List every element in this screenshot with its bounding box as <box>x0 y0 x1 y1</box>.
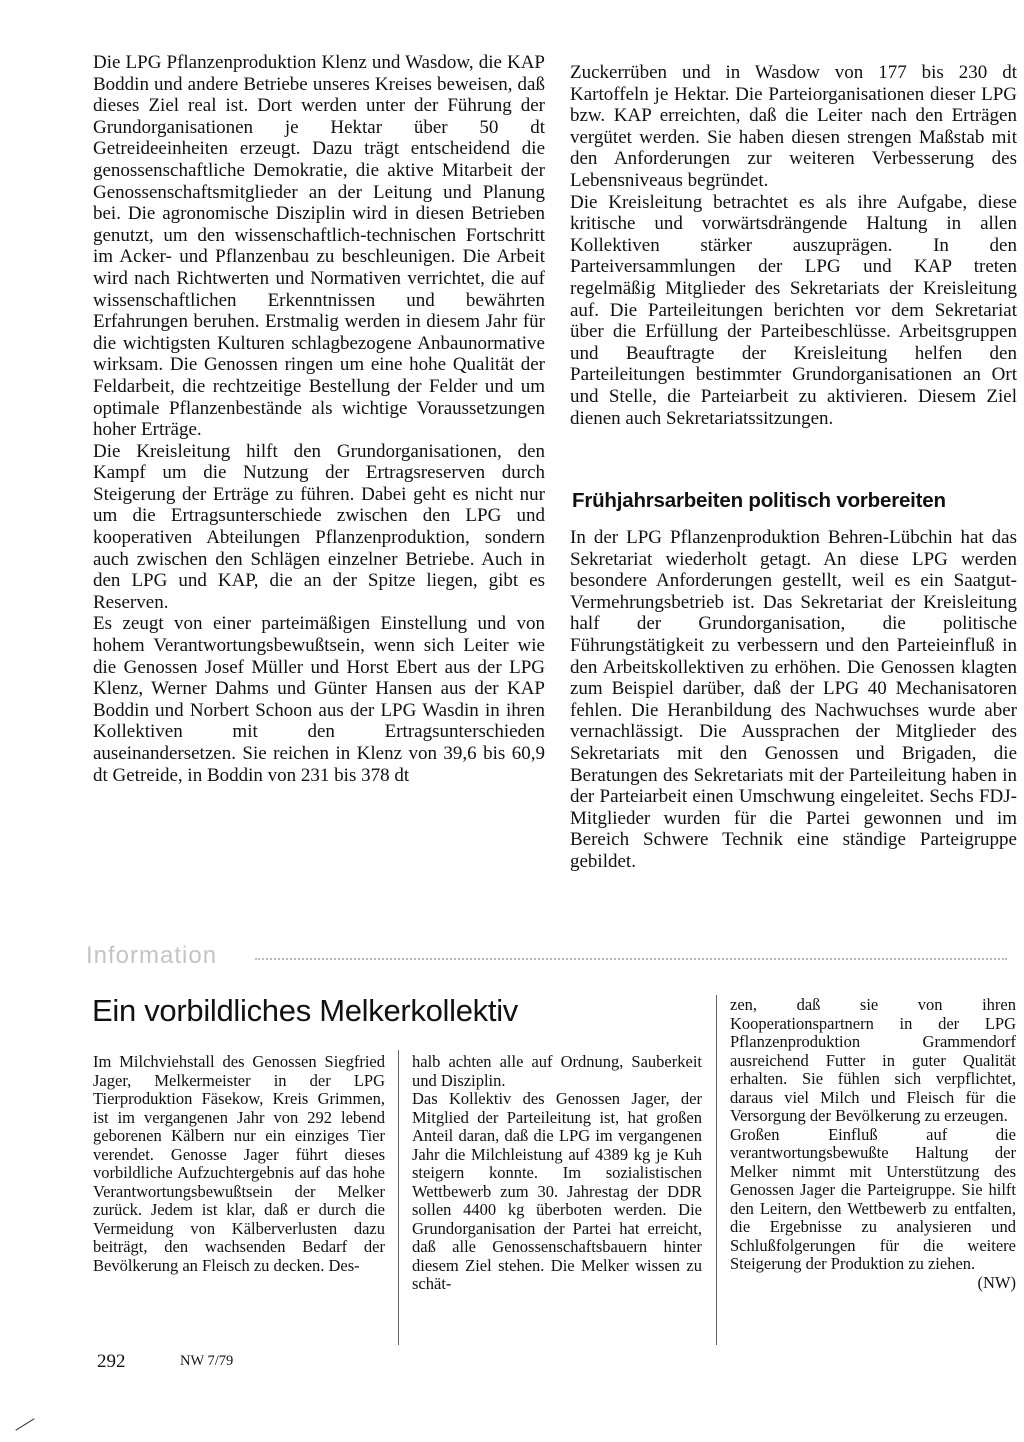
main-article-left-column <box>93 52 545 786</box>
page-number: 292 <box>97 1351 126 1372</box>
info-section-label: Information <box>86 942 218 969</box>
section-subheading: Frühjahrsarbeiten politisch vorbereiten <box>572 489 946 512</box>
info-column-1 <box>93 1053 385 1275</box>
info-column-2 <box>412 1053 702 1294</box>
paragraph: halb achten alle auf Ordnung, Sauberkeit und Disziplin. <box>412 1052 702 1090</box>
main-article-right-column-bottom <box>570 527 1017 873</box>
paragraph: Das Kollektiv des Genossen Jager, der Mitglied der Parteileitung ist, hat großen Anteil daran, daß die LPG im vergangenen Jahr die Milchleistung auf 4389 kg je Kuh steigern konnte. Im sozialistischen Wettbewerb zum 30. Jahrestag der DDR sollen 4400 kg überboten werden. Die Grundorganisation der Partei hat erreicht, daß alle Genossenschaftsbauern hinter diesem Ziel stehen. Die Melker wissen zu schät- <box>412 1089 702 1293</box>
paragraph: Die LPG Pflanzenproduktion Klenz und Wasdow, die KAP Boddin und andere Betriebe unseres Kreises beweisen, daß dieses Ziel real ist. Dort werden unter der Führung der Grundorganisationen je Hektar über 50 dt Getreideeinheiten erzeugt. Dazu trägt entscheidend die genossenschaftliche Demokratie, die aktive Mitarbeit der Genossenschaftsmitglieder an der Leitung und Planung bei. Die agronomische Disziplin wird in diesen Betrieben genutzt, um den wissenschaftlich-technischen Fortschritt im Acker- und Pflanzenbau zu beschleunigen. Die Arbeit wird nach Richtwerten und Normativen verrichtet, die auf wissenschaftlichen Erkenntnissen und bewährten Erfahrungen beruhen. Erstmalig werden in diesem Jahr für die wichtigsten Kulturen schlagbezogene Anbaunormative wirksam. Die Genossen ringen um eine hohe Qualität der Feldarbeit, die rechtzeitige Bestellung der Felder und um optimale Pflanzenbestände als wichtige Voraussetzungen hoher Erträge. <box>93 52 545 441</box>
paragraph: In der LPG Pflanzenproduktion Behren-Lübchin hat das Sekretariat wiederholt getagt. An diese LPG werden besondere Anforderungen gestellt, weil es ein Saatgut-Vermehrungsbetrieb ist. Das Sekretariat der Kreisleitung half der Grundorganisation, die politische Führungstätigkeit zu verbessern und den Parteieinfluß in den Arbeitskollektiven zu erhöhen. Die Genossen klagten zum Beispiel darüber, daß der LPG 40 Mechanisatoren fehlen. Die Heranbildung des Nachwuchses wurde aber vernachlässigt. Die Aussprachen der Mitglieder des Sekretariats mit den Genossen und Brigaden, die Beratungen des Sekretariats mit der Parteileitung haben in der Parteiarbeit einen Umschwung eingeleitet. Sechs FDJ-Mitglieder wurden für die Partei gewonnen und im Bereich Schwere Technik eine ständige Parteigruppe gebildet. <box>570 527 1017 872</box>
journal-reference: NW 7/79 <box>180 1353 234 1369</box>
paragraph: zen, daß sie von ihren Kooperationspartnern in der LPG Pflanzenproduktion Grammendorf ausreichend Futter in guter Qualität erhalten. Sie fühlen sich verpflichtet, daraus viel Milch und Fleisch für die Versorgung der Bevölkerung zu erzeugen. <box>730 995 1016 1125</box>
scan-mark <box>15 1418 34 1431</box>
info-divider <box>255 958 1007 960</box>
author-signature: (NW) <box>977 1272 1016 1292</box>
paragraph: Zuckerrüben und in Wasdow von 177 bis 230 dt Kartoffeln je Hektar. Die Parteiorganisationen dieser LPG bzw. KAP erreichten, daß die Leiter nach den Erträgen vergütet werden. Sie haben diesen strengen Maßstab mit den Anforderungen zur weiteren Verbesserung des Lebensniveaus begründet. <box>570 62 1017 191</box>
paragraph: Im Milchviehstall des Genossen Siegfried Jager, Melkermeister in der LPG Tierproduktion Fäsekow, Kreis Grimmen, ist im vergangenen Jahr von 292 lebend geborenen Kälbern nur ein einziges Tier verendet. Genosse Jager führt dieses vorbildliche Aufzuchtergebnis auf das hohe Verantwortungsbewußtsein der Melker zurück. Jedem ist klar, daß er durch die Vermeidung von Kälberverlusten dazu beiträgt, den wachsenden Bedarf der Bevölkerung an Fleisch zu decken. Des- <box>93 1052 385 1275</box>
column-divider <box>398 1050 399 1345</box>
paragraph: Die Kreisleitung betrachtet es als ihre Aufgabe, diese kritische und vorwärtsdrängende Haltung in allen Kollektiven stärker auszuprägen. In den Parteiversammlungen der LPG und KAP treten regelmäßig Mitglieder des Sekretariats der Kreisleitung auf. Die Parteileitungen berichten vor dem Sekretariat über die Erfüllung der Parteibeschlüsse. Arbeitsgruppen und Beauftragte der Kreisleitung helfen den Parteileitungen bestimmter Grundorganisationen an Ort und Stelle, die Parteiarbeit zu aktivieren. Diesem Ziel dienen auch Sekretariatssitzungen. <box>570 191 1017 429</box>
paragraph: Die Kreisleitung hilft den Grundorganisationen, den Kampf um die Nutzung der Ertragsreserven durch Steigerung der Erträge zu führen. Dabei geht es nicht nur um die Ertragsunterschiede zwischen den LPG und kooperativen Abteilungen Pflanzenproduktion, sondern auch zwischen den Schlägen einzelner Betriebe. Auch in den LPG und KAP, die an der Spitze liegen, gibt es Reserven. <box>93 440 545 613</box>
paragraph: Es zeugt von einer parteimäßigen Einstellung und von hohem Verantwortungsbewußtsein, wenn sich Leiter wie die Genossen Josef Müller und Horst Ebert aus der LPG Klenz, Werner Dahms und Günter Hansen aus der KAP Boddin und Norbert Schoon aus der LPG Wasdin in ihren Kollektiven mit den Ertragsunterschieden auseinandersetzen. Sie reichen in Klenz von 39,6 bis 60,9 dt Getreide, in Boddin von 231 bis 378 dt <box>93 613 545 786</box>
info-article-title: Ein vorbildliches Melkerkollektiv <box>92 993 518 1028</box>
column-divider <box>716 995 717 1345</box>
main-article-right-column-top <box>570 62 1017 429</box>
paragraph: Großen Einfluß auf die verantwortungsbewußte Haltung der Melker nimmt mit Unterstützung des Genossen Jager die Parteigruppe. Sie hilft den Leitern, den Wettbewerb zu entfalten, die Ergebnisse zu analysieren und Schlußfolgerungen für die weitere Steigerung der Produktion zu ziehen. <box>730 1124 1016 1273</box>
info-column-3 <box>730 996 1016 1292</box>
